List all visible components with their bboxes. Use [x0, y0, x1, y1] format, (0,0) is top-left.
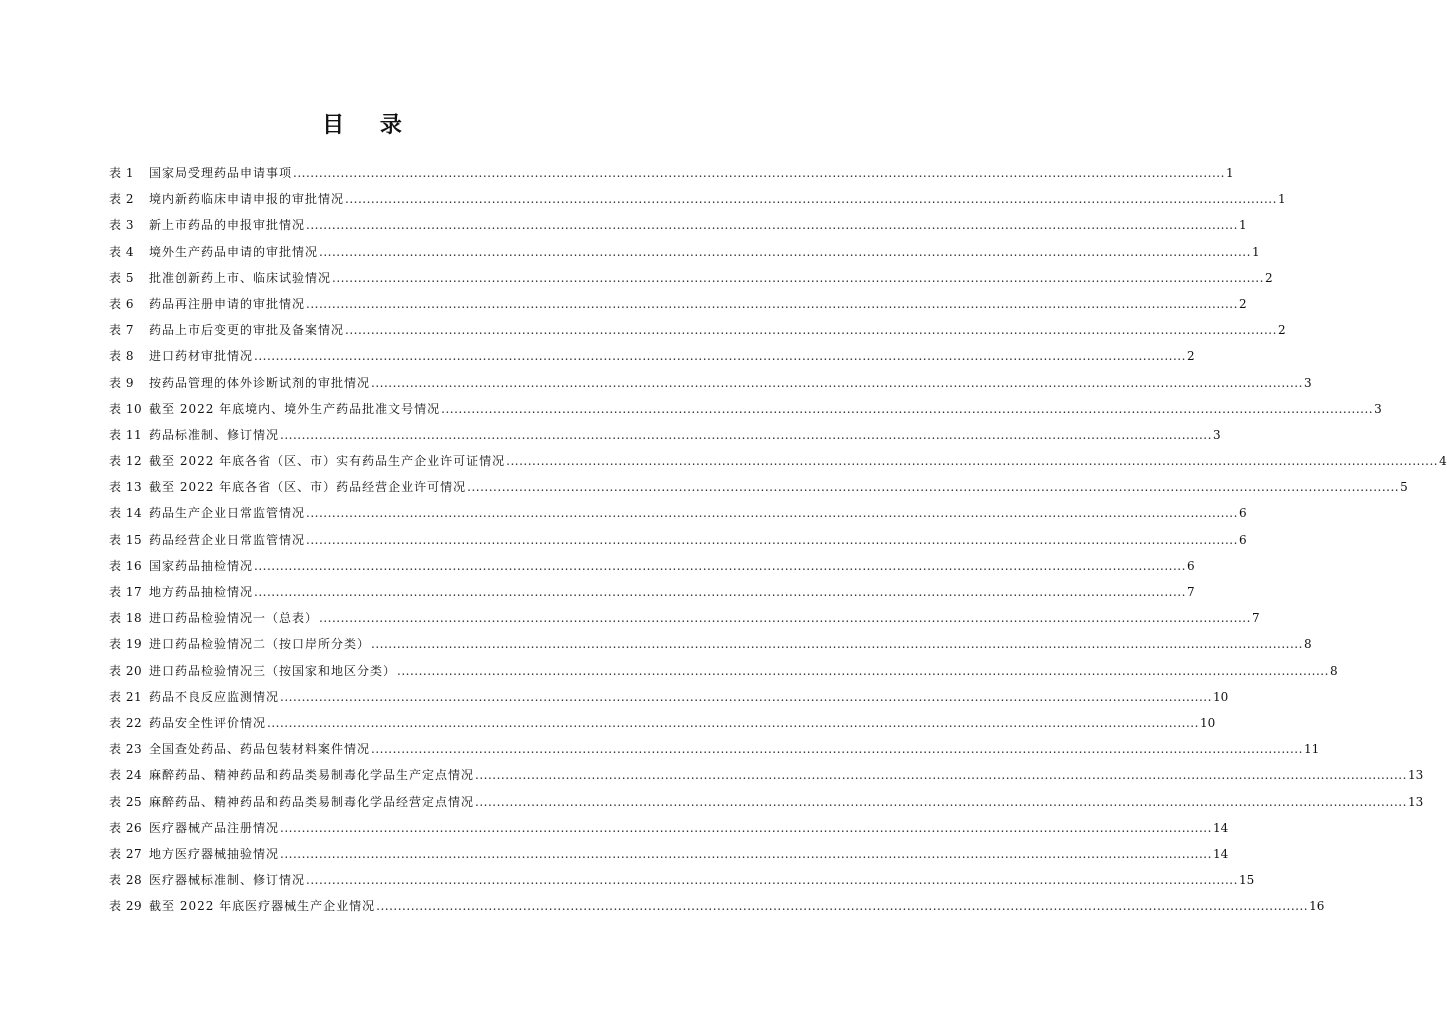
- toc-entry-label: 地方药品抽检情况: [149, 585, 254, 599]
- toc-leader-dots: [280, 684, 1212, 710]
- page-title: 目 录: [322, 113, 416, 138]
- toc-leader-dots: [467, 474, 1399, 500]
- toc-entry-page: 13: [1407, 794, 1424, 809]
- toc-entry-number: 表 26: [109, 820, 143, 835]
- toc-leader-dots: [506, 448, 1438, 474]
- toc-leader-dots: [254, 553, 1186, 579]
- toc-entry[interactable]: [109, 448, 1447, 474]
- toc-entry-page: 11: [1303, 742, 1320, 757]
- toc-entry-number: 表 9: [109, 375, 134, 390]
- toc-entry-page: 7: [1251, 611, 1260, 626]
- toc-leader-dots: [345, 186, 1277, 212]
- toc-entry-label: 截至 2022 年底医疗器械生产企业情况: [149, 899, 376, 914]
- toc-entry-page: 4: [1439, 454, 1447, 469]
- toc-entry-label: 医疗器械标准制、修订情况: [149, 873, 306, 888]
- toc-entry-label: 麻醉药品、精神药品和药品类易制毒化学品经营定点情况: [149, 794, 475, 809]
- toc-entry-page: 1: [1225, 166, 1234, 180]
- toc-entry-number: 表 16: [109, 558, 143, 573]
- toc-entry[interactable]: [109, 265, 1273, 291]
- toc-entry-label: 批准创新药上市、临床试验情况: [149, 270, 332, 285]
- toc-entry-label: 进口药品检验情况一（总表）: [149, 611, 319, 626]
- toc-entry-page: 2: [1186, 349, 1195, 364]
- toc-entry-page: 10: [1212, 689, 1229, 704]
- toc-entry-number: 表 20: [109, 663, 143, 678]
- toc-entry-number: 表 23: [109, 742, 143, 757]
- toc-entry-number: 表 12: [109, 454, 143, 469]
- toc-entry-page: 5: [1400, 480, 1408, 495]
- toc-entry-page: 8: [1303, 637, 1312, 652]
- toc-entry-number: 表 5: [109, 270, 134, 285]
- toc-entry[interactable]: [109, 579, 1195, 605]
- toc-entry-label: 药品上市后变更的审批及备案情况: [149, 323, 345, 338]
- toc-entry-label: 药品再注册申请的审批情况: [149, 296, 306, 311]
- toc-entry-number: 表 27: [109, 846, 143, 861]
- toc-leader-dots: [441, 396, 1373, 422]
- toc-leader-dots: [306, 867, 1238, 893]
- toc-leader-dots: [475, 789, 1407, 815]
- toc-entry-label: 境内新药临床申请申报的审批情况: [149, 192, 345, 207]
- toc-entry-label: 截至 2022 年底各省（区、市）药品经营企业许可情况: [149, 480, 467, 495]
- toc-entry[interactable]: [109, 631, 1312, 657]
- toc-entry[interactable]: [109, 370, 1312, 396]
- toc-leader-dots: [376, 893, 1308, 919]
- toc-entry-number: 表 15: [109, 532, 143, 547]
- toc-entry-label: 药品不良反应监测情况: [149, 689, 280, 704]
- toc-entry[interactable]: [109, 710, 1216, 736]
- toc-entry-number: 表 4: [109, 244, 134, 259]
- toc-leader-dots: [397, 658, 1329, 684]
- toc-entry[interactable]: [109, 762, 1424, 788]
- toc-entry[interactable]: [109, 422, 1221, 448]
- toc-entry[interactable]: [109, 736, 1320, 762]
- toc-entry-label: 药品标准制、修订情况: [149, 427, 280, 442]
- toc-entry-number: 表 8: [109, 349, 134, 364]
- toc-entry-page: 10: [1199, 715, 1216, 730]
- toc-entry-label: 境外生产药品申请的审批情况: [149, 244, 319, 259]
- toc-entry[interactable]: [109, 815, 1229, 841]
- toc-entry-label: 国家药品抽检情况: [149, 558, 254, 573]
- toc-entry[interactable]: [109, 553, 1195, 579]
- toc-entry-page: 6: [1238, 506, 1247, 521]
- table-of-contents: [109, 160, 1447, 919]
- toc-leader-dots: [371, 736, 1303, 762]
- toc-leader-dots: [254, 579, 1186, 605]
- toc-leader-dots: [306, 500, 1238, 526]
- toc-entry[interactable]: [109, 317, 1286, 343]
- toc-entry-number: 表 7: [109, 323, 134, 338]
- toc-leader-dots: [319, 605, 1251, 631]
- toc-entry-number: 表 13: [109, 480, 143, 495]
- toc-entry-page: 6: [1186, 558, 1195, 573]
- toc-entry[interactable]: [109, 474, 1408, 500]
- toc-entry-label: 新上市药品的申报审批情况: [149, 218, 306, 233]
- toc-entry[interactable]: [109, 396, 1382, 422]
- toc-entry[interactable]: [109, 658, 1338, 684]
- toc-entry-label: 地方医疗器械抽验情况: [149, 846, 280, 861]
- toc-entry[interactable]: [109, 527, 1247, 553]
- toc-leader-dots: [319, 239, 1251, 265]
- toc-entry[interactable]: [109, 605, 1260, 631]
- toc-entry-label: 截至 2022 年底境内、境外生产药品批准文号情况: [149, 401, 441, 416]
- toc-entry-label: 医疗器械产品注册情况: [149, 820, 280, 835]
- toc-entry-label: 进口药品检验情况二（按口岸所分类）: [149, 637, 371, 652]
- toc-entry-page: 1: [1238, 218, 1247, 233]
- toc-entry-page: 8: [1329, 663, 1338, 678]
- toc-entry[interactable]: [109, 212, 1247, 238]
- toc-entry-label: 药品经营企业日常监管情况: [149, 532, 306, 547]
- toc-leader-dots: [280, 815, 1212, 841]
- toc-entry-label: 药品安全性评价情况: [149, 715, 267, 730]
- toc-leader-dots: [371, 370, 1303, 396]
- toc-entry[interactable]: [109, 343, 1195, 369]
- toc-leader-dots: [332, 265, 1264, 291]
- toc-entry-number: 表 1: [109, 166, 134, 180]
- toc-entry-label: 进口药品检验情况三（按国家和地区分类）: [149, 663, 397, 678]
- toc-entry-page: 1: [1277, 192, 1286, 207]
- toc-entry-page: 3: [1374, 401, 1382, 416]
- toc-entry-page: 2: [1264, 270, 1273, 285]
- toc-leader-dots: [306, 527, 1238, 553]
- toc-entry-number: 表 19: [109, 637, 143, 652]
- toc-entry-number: 表 10: [109, 401, 143, 416]
- toc-entry[interactable]: [109, 684, 1229, 710]
- toc-leader-dots: [280, 841, 1212, 867]
- toc-entry-label: 药品生产企业日常监管情况: [149, 506, 306, 521]
- toc-entry-number: 表 2: [109, 192, 134, 207]
- toc-leader-dots: [293, 160, 1225, 186]
- toc-entry-label: 按药品管理的体外诊断试剂的审批情况: [149, 375, 371, 390]
- toc-entry-number: 表 25: [109, 794, 143, 809]
- toc-entry-label: 麻醉药品、精神药品和药品类易制毒化学品生产定点情况: [149, 768, 475, 783]
- toc-entry-number: 表 24: [109, 768, 143, 783]
- toc-entry-page: 2: [1277, 323, 1286, 338]
- toc-entry-number: 表 6: [109, 296, 134, 311]
- toc-leader-dots: [267, 710, 1199, 736]
- toc-entry[interactable]: [109, 186, 1286, 212]
- toc-entry-number: 表 18: [109, 611, 143, 626]
- toc-entry[interactable]: [109, 867, 1255, 893]
- toc-entry-number: 表 14: [109, 506, 143, 521]
- toc-entry-number: 表 17: [109, 585, 143, 599]
- toc-entry[interactable]: [109, 239, 1260, 265]
- toc-leader-dots: [371, 631, 1303, 657]
- toc-entry-page: 1: [1251, 244, 1260, 259]
- toc-leader-dots: [254, 343, 1186, 369]
- toc-entry-number: 表 29: [109, 899, 143, 914]
- toc-entry-page: 13: [1407, 768, 1424, 783]
- toc-entry[interactable]: [109, 291, 1247, 317]
- toc-entry-number: 表 22: [109, 715, 143, 730]
- toc-leader-dots: [345, 317, 1277, 343]
- toc-entry-page: 3: [1212, 427, 1221, 442]
- toc-entry-page: 16: [1309, 899, 1325, 914]
- toc-entry-label: 国家局受理药品申请事项: [149, 166, 293, 180]
- toc-entry-label: 进口药材审批情况: [149, 349, 254, 364]
- toc-entry-page: 7: [1186, 585, 1195, 599]
- toc-leader-dots: [475, 762, 1407, 788]
- toc-entry-number: 表 11: [109, 427, 143, 442]
- toc-entry[interactable]: [109, 893, 1325, 919]
- toc-entry-number: 表 28: [109, 873, 143, 888]
- toc-entry[interactable]: [109, 160, 1234, 186]
- toc-entry-page: 15: [1238, 873, 1255, 888]
- toc-entry[interactable]: [109, 841, 1229, 867]
- toc-leader-dots: [306, 212, 1238, 238]
- toc-entry[interactable]: [109, 789, 1424, 815]
- toc-entry-page: 14: [1212, 846, 1229, 861]
- toc-entry[interactable]: [109, 500, 1247, 526]
- toc-entry-number: 表 3: [109, 218, 134, 233]
- toc-entry-page: 6: [1238, 532, 1247, 547]
- toc-entry-number: 表 21: [109, 689, 143, 704]
- toc-leader-dots: [280, 422, 1212, 448]
- toc-entry-page: 2: [1238, 296, 1247, 311]
- toc-entry-page: 3: [1303, 375, 1312, 390]
- toc-entry-label: 截至 2022 年底各省（区、市）实有药品生产企业许可证情况: [149, 454, 506, 469]
- toc-entry-label: 全国查处药品、药品包装材料案件情况: [149, 742, 371, 757]
- toc-leader-dots: [306, 291, 1238, 317]
- toc-entry-page: 14: [1212, 820, 1229, 835]
